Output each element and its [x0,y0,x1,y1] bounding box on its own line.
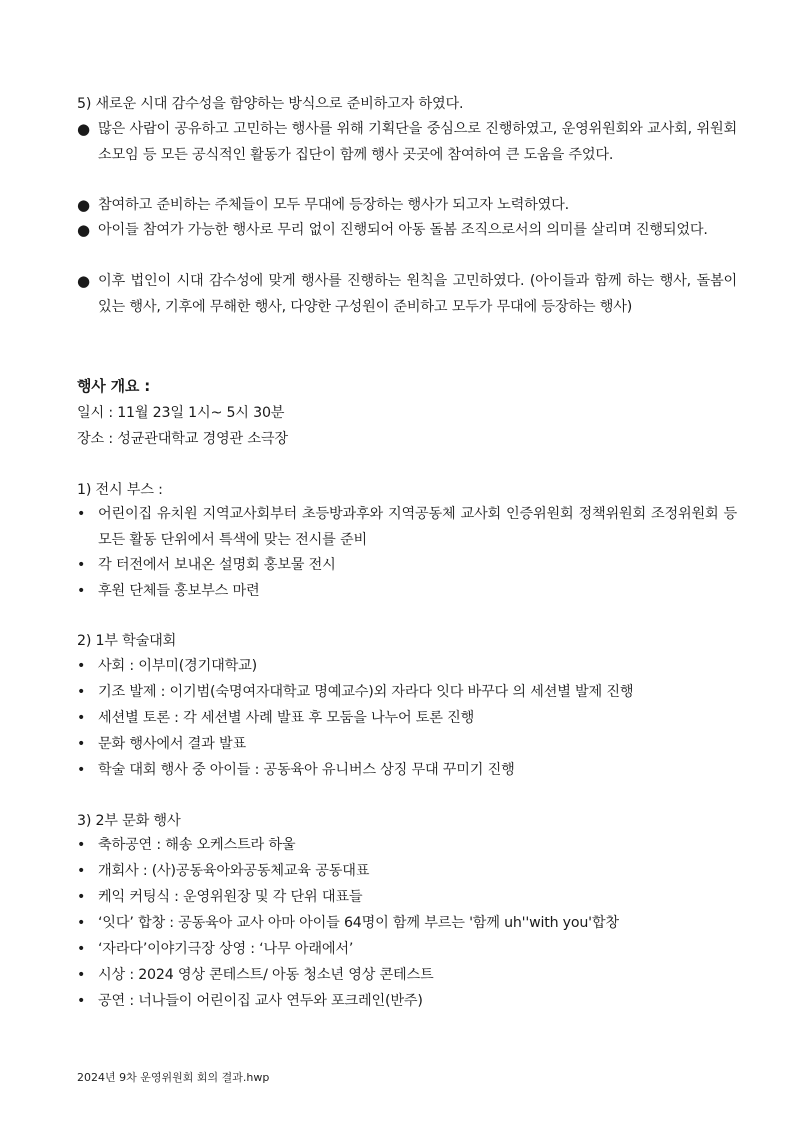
bullet-dot-icon: • [77,863,86,879]
event-place: 장소 : 성균관대학교 경영관 소극장 [77,431,288,447]
booth-item-text: 후원 단체들 홍보부스 마련 [98,583,260,599]
academic-item-text: 세션별 토론 : 각 세션별 사례 발표 후 모둠을 나누어 토론 진행 [98,710,475,726]
cultural-item-text: 개회사 : (사)공동육아와공동체교육 공동대표 [98,863,370,879]
section5-bullet-text: 아이들 참여가 가능한 행사로 무리 없이 진행되어 아동 돌봄 조직으로서의 의미를 살리며 진행되었다. [98,222,708,238]
section5-bullet-text: 이후 법인이 시대 감수성에 맞게 행사를 진행하는 원칙을 고민하였다. (아이들과 함께 하는 행사, 돌봄이 있는 행사, 기후에 무해한 행사, 다양한 구성원이 준비하고 모두가 무대에 등장하는 행사) [98,273,737,315]
cultural-item [77,885,737,911]
bullet-dot-icon: • [77,762,86,778]
cultural-item [77,937,737,963]
bullet-dot-icon: • [77,658,86,674]
bullet-dot-icon: • [77,506,86,522]
footer-filename: 2024년 9차 운영위원회 회의 결과.hwp [77,1071,270,1084]
bullet-dot-icon: • [77,557,86,573]
bullet-dot-icon: • [77,967,86,983]
cultural-item [77,963,737,989]
bullet-dot-icon: • [77,837,86,853]
cultural-item-text: ‘잇다’ 합창 : 공동육아 교사 아마 아이들 64명이 함께 부르는 '함께 uh''with you'합창 [98,915,619,931]
bullet-dot-icon: • [77,889,86,905]
bullet-dot-icon: ● [77,196,90,214]
booth-item [77,579,737,605]
bullet-dot-icon: ● [77,272,90,290]
bullet-dot-icon: • [77,915,86,931]
academic-item [77,758,737,784]
cultural-title: 3) 2부 문화 행사 [77,813,181,829]
bullet-dot-icon: ● [77,120,90,138]
cultural-item [77,989,737,1015]
section5-bullet [77,269,737,320]
booth-item-text: 각 터전에서 보내온 설명회 홍보물 전시 [98,557,336,573]
academic-item-text: 학술 대회 행사 중 아이들 : 공동육아 유니버스 상징 무대 꾸미기 진행 [98,762,515,778]
academic-item [77,706,737,732]
academic-item [77,680,737,706]
cultural-item-text: 케익 커팅식 : 운영위원장 및 각 단위 대표들 [98,889,363,905]
bullet-dot-icon: • [77,736,86,752]
section5-bullet-text: 참여하고 준비하는 주체들이 모두 무대에 등장하는 행사가 되고자 노력하였다. [98,197,569,213]
bullet-dot-icon: • [77,993,86,1009]
event-date: 일시 : 11월 23일 1시~ 5시 30분 [77,405,285,421]
academic-item [77,654,737,680]
section5-bullet [77,193,737,219]
bullet-dot-icon: • [77,710,86,726]
academic-item [77,732,737,758]
section5-bullet-text: 많은 사람이 공유하고 고민하는 행사를 위해 기획단을 중심으로 진행하였고, 운영위원회와 교사회, 위원회 소모임 등 모든 공식적인 활동가 집단이 함께 행사 곳곳에 참여하여 큰 도움을 주었다. [98,121,737,163]
booth-title: 1) 전시 부스 : [77,482,163,498]
booth-item-text: 어린이집 유치원 지역교사회부터 초등방과후와 지역공동체 교사회 인증위원회 정책위원회 조정위원회 등 모든 활동 단위에서 특색에 맞는 전시를 준비 [98,506,737,548]
bullet-dot-icon: • [77,684,86,700]
overview-heading: 행사 개요 : [77,377,151,395]
academic-item-text: 기조 발제 : 이기범(숙명여자대학교 명예교수)외 자라다 잇다 바꾸다 의 세션별 발제 진행 [98,684,634,700]
section5-intro: 5) 새로운 시대 감수성을 함양하는 방식으로 준비하고자 하였다. [77,96,464,112]
booth-item [77,553,737,579]
bullet-dot-icon: • [77,583,86,599]
section5-bullet [77,218,737,244]
academic-title: 2) 1부 학술대회 [77,633,177,649]
academic-item-text: 문화 행사에서 결과 발표 [98,736,246,752]
cultural-item [77,911,737,937]
cultural-item-text: 공연 : 너나들이 어린이집 교사 연두와 포크레인(반주) [98,993,423,1009]
cultural-item-text: ‘자라다’이야기극장 상영 : ‘나무 아래에서’ [98,941,354,957]
academic-item-text: 사회 : 이부미(경기대학교) [98,658,257,674]
bullet-dot-icon: • [77,941,86,957]
cultural-item-text: 시상 : 2024 영상 콘테스트/ 아동 청소년 영상 콘테스트 [98,967,434,983]
cultural-item [77,859,737,885]
section5-bullet [77,117,737,168]
booth-item [77,502,737,553]
cultural-item [77,833,737,859]
bullet-dot-icon: ● [77,221,90,239]
cultural-item-text: 축하공연 : 해송 오케스트라 하울 [98,837,296,853]
